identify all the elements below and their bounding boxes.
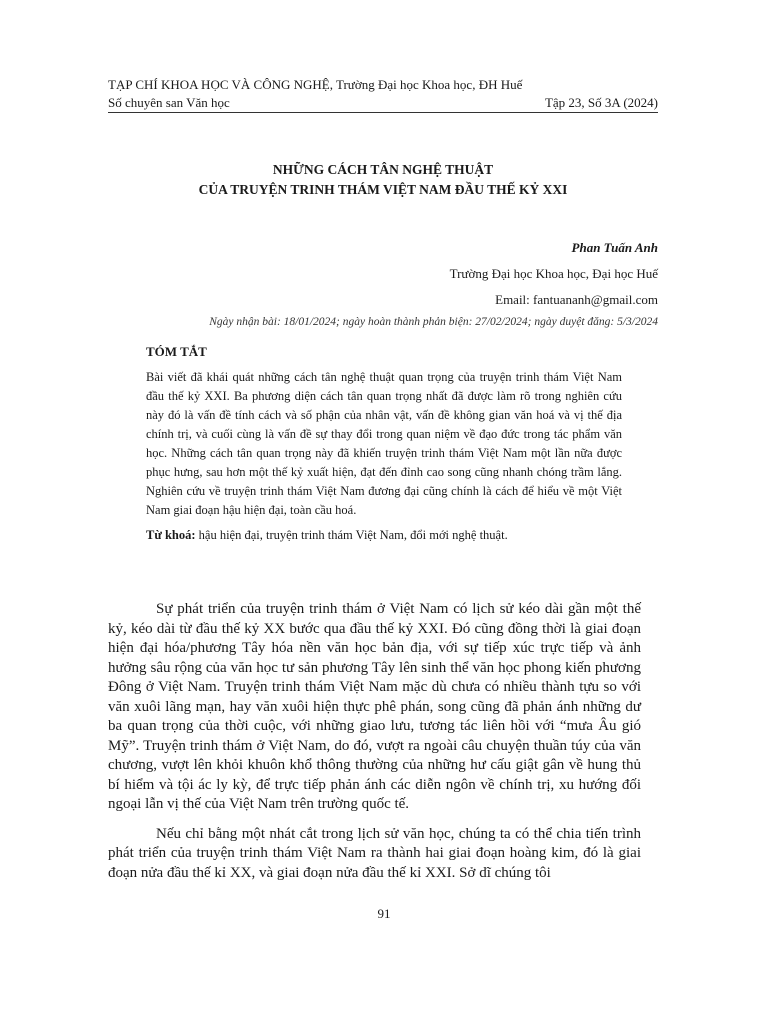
author-affiliation: Trường Đại học Khoa học, Đại học Huế <box>449 266 658 281</box>
page-number: 91 <box>377 906 391 921</box>
header-divider <box>108 112 658 113</box>
issue-row <box>108 94 658 112</box>
issue-right: Tập 23, Số 3A (2024) <box>544 95 658 110</box>
keywords-text: hậu hiện đại, truyện trinh thám Việt Nam, đổi mới nghệ thuật. <box>198 528 508 542</box>
abstract-section <box>146 344 622 545</box>
author-email: Email: fantuananh@gmail.com <box>495 292 658 307</box>
main-text <box>108 600 641 893</box>
submission-dates: Ngày nhận bài: 18/01/2024; ngày hoàn thành phản biện: 27/02/2024; ngày duyệt đăng: 5/3/2024 <box>209 316 658 328</box>
abstract-text: Bài viết đã khái quát những cách tân nghệ thuật quan trọng của truyện trinh thám Việt Nam đầu thế kỷ XXI. Ba phương diện cách tân quan trọng nhất đã được làm rõ trong nghiên cứu này đó là vấn đề tính cách và số phận của nhân vật, vấn đề không gian văn hoá và vị thế địa chính trị, và cuối cùng là vấn đề sự thay đổi trong quan niệm về đạo đức trong tác phẩm văn học. Những cách tân quan trọng này đã khiến truyện trinh thám Việt Nam một lần nữa được phục hưng, sau hơn một thế kỷ xuất hiện, đạt đến đỉnh cao song cũng nhanh chóng trầm lắng. Nghiên cứu về truyện trinh thám Việt Nam đương đại cũng chính là cách để hiểu về một Việt Nam giai đoạn hậu hiện đại, toàn cầu hoá. <box>146 370 622 517</box>
abstract-heading: TÓM TẮT <box>146 344 207 359</box>
keywords-line <box>146 526 622 545</box>
title-line-2: CỦA TRUYỆN TRINH THÁM VIỆT NAM ĐẦU THẾ KỶ XXI <box>198 182 568 197</box>
author-name: Phan Tuấn Anh <box>571 240 658 255</box>
body-paragraph-1: Sự phát triển của truyện trinh thám ở Việt Nam có lịch sử kéo dài gần một thế kỷ, kéo dài từ đầu thế kỷ XX bước qua đầu thế kỷ XXI. Đó cũng đồng thời là giai đoạn hiện đại hóa/phương Tây hóa nền văn học bản địa, với sự tiếp xúc trực tiếp và ảnh hưởng sâu rộng của văn học tư sản phương Tây lên sinh thể văn học phong kiến phương Đông ở Việt Nam. Truyện trinh thám Việt Nam mặc dù chưa có nhiều thành tựu so với văn xuôi lãng mạn, hay văn xuôi hiện thực phê phán, song cũng đã phản ánh những dư ba quan trọng của thời cuộc, với những giao lưu, tương tác liên hồi với “mưa Âu gió Mỹ”. Truyện trinh thám ở Việt Nam, do đó, vượt ra ngoài câu chuyện thuần túy của văn chương, vượt lên khỏi khuôn khổ thông thường của những hư cấu giật gân về hung thủ bí hiểm và tội ác ly kỳ, để trực tiếp phản ánh các diễn ngôn về chính trị, xu hướng đối ngoại lẫn vị thế của Việt Nam trên trường quốc tế. <box>108 601 641 812</box>
title-line-1: NHỮNG CÁCH TÂN NGHỆ THUẬT <box>272 162 494 177</box>
keywords-label: Từ khoá: <box>146 528 196 542</box>
issue-left: Số chuyên san Văn học <box>108 95 230 110</box>
body-paragraph-2: Nếu chỉ bằng một nhát cắt trong lịch sử văn học, chúng ta có thể chia tiến trình phát triển của truyện trinh thám Việt Nam ra thành hai giai đoạn hoàng kim, đó là giai đoạn nửa đầu thế kỉ XX, và giai đoạn nửa đầu thế kỉ XXI. Sở dĩ chúng tôi <box>108 825 641 881</box>
article-title <box>108 160 658 200</box>
author-block <box>450 235 658 313</box>
journal-name: TẠP CHÍ KHOA HỌC VÀ CÔNG NGHỆ, Trường Đại học Khoa học, ĐH Huế <box>108 77 523 92</box>
running-header <box>108 76 658 112</box>
